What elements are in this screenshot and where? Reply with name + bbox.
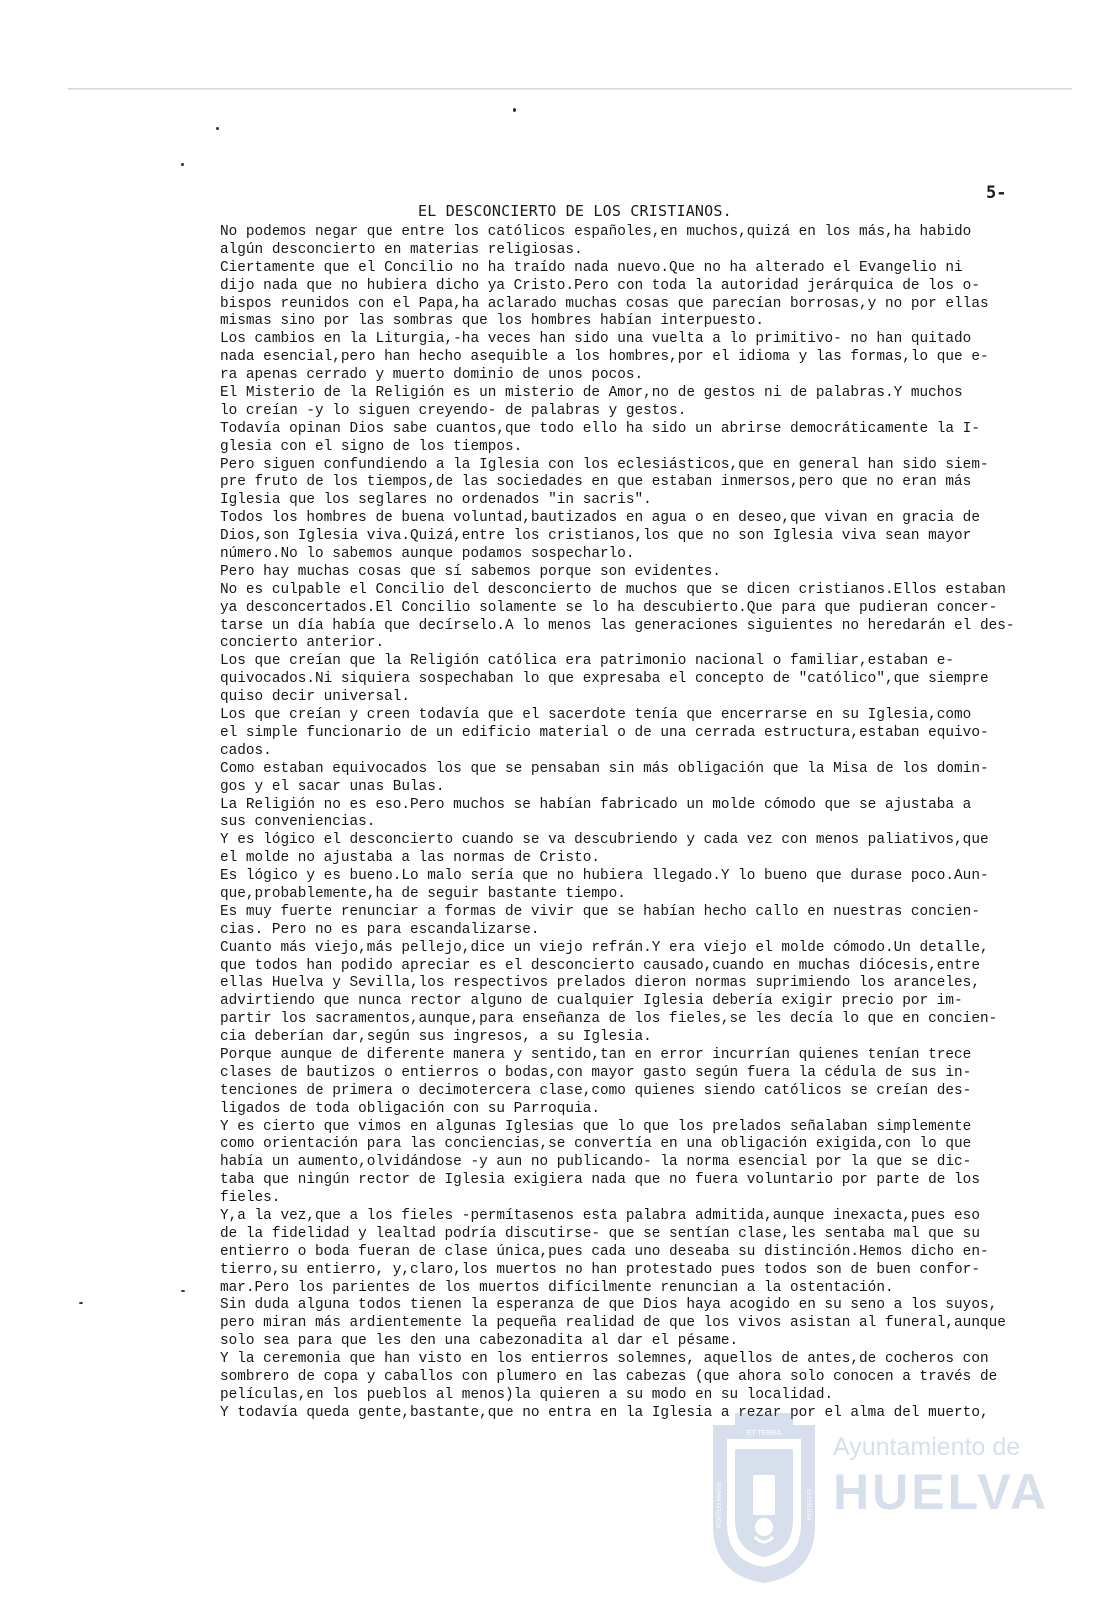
ink-speck bbox=[181, 1290, 185, 1292]
text-line: Y todavía queda gente,bastante,que no entra en la Iglesia a rezar por el alma del muerto, bbox=[220, 1404, 989, 1421]
text-line: Dios,son Iglesia viva.Quizá,entre los cristianos,los que no son Iglesia viva sean mayor bbox=[220, 528, 972, 545]
text-line: tierro,su entierro, y,claro,los muertos no han protestado pues todos son de buen confor- bbox=[220, 1261, 980, 1278]
body-text bbox=[220, 224, 1040, 1423]
sheet-edge bbox=[68, 89, 1072, 90]
text-line: Pero siguen confundiendo a la Iglesia con los eclesiásticos,que en general han sido siem- bbox=[220, 456, 989, 473]
text-line: taba que ningún rector de Iglesia exigiera nada que no fuera voluntario por parte de los bbox=[220, 1172, 980, 1189]
text-line: El Misterio de la Religión es un misterio de Amor,no de gestos ni de palabras.Y muchos bbox=[220, 385, 963, 402]
text-line: Los que creían y creen todavía que el sacerdote tenía que encerrarse en su Iglesia,como bbox=[220, 707, 972, 724]
text-line: No es culpable el Concilio del desconcierto de muchos que se dicen cristianos.Ellos estaban bbox=[220, 581, 1006, 598]
text-line: ligados de toda obligación con su Parroquia. bbox=[220, 1100, 600, 1117]
shield-motto-top: ET TERRA bbox=[746, 1430, 782, 1437]
text-line: tenciones de primera o decimotercera clase,como quienes siendo católicos se creían des- bbox=[220, 1082, 972, 1099]
text-line: Y la ceremonia que han visto en los entierros solemnes, aquellos de antes,de cocheros con bbox=[220, 1351, 989, 1368]
text-line: ra apenas cerrado y muerto dominio de unos pocos. bbox=[220, 367, 644, 384]
text-line: Y,a la vez,que a los fieles -permítasenos esta palabra admitida,aunque inexacta,pues eso bbox=[220, 1207, 980, 1224]
text-line: sus conveniencias. bbox=[220, 814, 376, 831]
text-line: entierro o boda fueran de clase única,pues cada uno deseaba su distinción.Hemos dicho en- bbox=[220, 1243, 989, 1260]
text-line: pero miran más ardientemente la pequeña realidad de que los vivos asistan al funeral,aunque bbox=[220, 1315, 1006, 1332]
text-line: ellas Huelva y Sevilla,los respectivos prelados dieron normas suprimiendo los aranceles, bbox=[220, 975, 980, 992]
text-line: Todavía opinan Dios sabe cuantos,que todo ello ha sido un abrirse democráticamente la I- bbox=[220, 420, 980, 437]
text-line: quiso decir universal. bbox=[220, 689, 410, 706]
text-line: Iglesia que los seglares no ordenados "in sacris". bbox=[220, 492, 652, 509]
text-line: quivocados.Ni siquiera sospechaban lo que expresaba el concepto de "católico",que siempre bbox=[220, 671, 989, 688]
text-line: ya desconcertados.El Concilio solamente se lo ha descubierto.Que para que pudieran concer- bbox=[220, 599, 998, 616]
watermark bbox=[705, 1405, 1050, 1585]
text-line: gos y el sacar unas Bulas. bbox=[220, 778, 445, 795]
ink-speck bbox=[216, 127, 219, 130]
text-line: clases de bautizos o entierros o bodas,con mayor gasto según fuera la cédula de sus in- bbox=[220, 1064, 972, 1081]
text-line: el simple funcionario de un edificio material o de una cerrada estructura,estaban equivo- bbox=[220, 724, 989, 741]
text-line: La Religión no es eso.Pero muchos se habían fabricado un molde cómodo que se ajustaba a bbox=[220, 796, 972, 813]
ink-speck bbox=[513, 108, 516, 112]
watermark-line2: HUELVA bbox=[833, 1464, 1050, 1520]
text-line: películas,en los pueblos al menos)la quieren a su modo en su localidad. bbox=[220, 1386, 834, 1403]
text-line: glesia con el signo de los tiempos. bbox=[220, 438, 523, 455]
text-line: lo creían -y lo siguen creyendo- de palabras y gestos. bbox=[220, 402, 687, 419]
text-line: dijo nada que no hubiera dicho ya Cristo.Pero con toda la autoridad jerárquica de los o- bbox=[220, 277, 980, 294]
text-line: como orientación para las conciencias,se convertía en una obligación exigida,con lo que bbox=[220, 1136, 972, 1153]
text-line: sombrero de copa y caballos con plumero en las cabezas (que ahora solo conocen a través de bbox=[220, 1369, 998, 1385]
text-line: fieles. bbox=[220, 1190, 281, 1207]
text-line: Sin duda alguna todos tienen la esperanza de que Dios haya acogido en su seno a los suyos, bbox=[220, 1297, 998, 1314]
text-line: el molde no ajustaba a las normas de Cristo. bbox=[220, 850, 600, 867]
text-line: concierto anterior. bbox=[220, 635, 385, 652]
text-line: mar.Pero los parientes de los muertos difícilmente renuncian a la ostentación. bbox=[220, 1279, 894, 1296]
text-line: Los que creían que la Religión católica era patrimonio nacional o familiar,estaban e- bbox=[220, 653, 955, 670]
text-line: tarse un día había que decírselo.A lo menos las generaciones siguientes no heredarán el des- bbox=[220, 617, 1015, 634]
text-line: Es lógico y es bueno.Lo malo sería que no hubiera llegado.Y lo bueno que durase poco.Aun- bbox=[220, 868, 989, 885]
text-line: Y es lógico el desconcierto cuando se va descubriendo y cada vez con menos paliativos,que bbox=[220, 832, 989, 849]
text-line: pre fruto de los tiempos,de las sociedades en que estaban inmersos,pero que no eran más bbox=[220, 474, 972, 491]
ink-speck bbox=[79, 1302, 83, 1304]
text-line: de la fidelidad y lealtad podría discutirse- que se sentían clase,les sentaba mal que su bbox=[220, 1225, 980, 1242]
text-line: advirtiendo que nunca rector alguno de cualquier Iglesia debería exigir precio por im- bbox=[220, 993, 963, 1010]
text-line: No podemos negar que entre los católicos españoles,en muchos,quizá en los más,ha habido bbox=[220, 224, 972, 240]
watermark-line1: Ayuntamiento de bbox=[833, 1433, 1021, 1461]
text-line: había un aumento,olvidándose -y aun no publicando- la norma esencial por la que se dic- bbox=[220, 1154, 972, 1171]
ink-speck bbox=[181, 163, 184, 166]
shield-motto-left: PORTUS MARIS bbox=[717, 1482, 723, 1528]
text-line: Cuanto más viejo,más pellejo,dice un viejo refrán.Y era viejo el molde cómodo.Un detalle, bbox=[220, 939, 989, 956]
text-line: Ciertamente que el Concilio no ha traído nada nuevo.Que no ha alterado el Evangelio ni bbox=[220, 259, 963, 276]
document-title: EL DESCONCIERTO DE LOS CRISTIANOS. bbox=[418, 202, 732, 220]
text-line: cia deberían dar,según sus ingresos, a su Iglesia. bbox=[220, 1029, 652, 1046]
text-line: que,probablemente,ha de seguir bastante tiempo. bbox=[220, 885, 626, 902]
text-line: Pero hay muchas cosas que sí sabemos porque son evidentes. bbox=[220, 563, 721, 580]
text-line: número.No lo sabemos aunque podamos sospecharlo. bbox=[220, 546, 635, 563]
text-line: que todos han podido apreciar es el desconcierto causado,cuando en muchas diócesis,entre bbox=[220, 957, 980, 974]
text-line: Es muy fuerte renunciar a formas de vivir que se habían hecho callo en nuestras concien- bbox=[220, 903, 980, 920]
text-line: cias. Pero no es para escandalizarse. bbox=[220, 921, 540, 938]
text-line: cados. bbox=[220, 742, 272, 759]
text-line: Todos los hombres de buena voluntad,bautizados en agua o en deseo,que vivan en gracia de bbox=[220, 510, 980, 527]
text-line: partir los sacramentos,aunque,para enseñanza de los fieles,se les decía lo que en concien- bbox=[220, 1011, 998, 1028]
text-line: Y es cierto que vimos en algunas Iglesias que lo que los prelados señalaban simplemente bbox=[220, 1118, 972, 1135]
text-line: Los cambios en la Liturgia,-ha veces han sido una vuelta a lo primitivo- no han quitado bbox=[220, 331, 972, 348]
text-line: bispos reunidos con el Papa,ha aclarado muchas cosas que parecían borrosas,y no por ellas bbox=[220, 295, 989, 312]
page-number: 5- bbox=[986, 183, 1007, 203]
huelva-shield-icon bbox=[705, 1405, 823, 1585]
text-line: algún desconcierto en materias religiosas. bbox=[220, 241, 583, 258]
text-line: Como estaban equivocados los que se pensaban sin más obligación que la Misa de los domin- bbox=[220, 760, 989, 777]
shield-motto-right: CUSTODIA bbox=[805, 1489, 811, 1521]
text-line: nada esencial,pero han hecho asequible a los hombres,por el idioma y las formas,lo que e- bbox=[220, 349, 989, 366]
text-line: Porque aunque de diferente manera y sentido,tan en error incurrían quienes tenían trece bbox=[220, 1046, 972, 1063]
text-line: mismas sino por las sombras que los hombres habían interpuesto. bbox=[220, 313, 765, 330]
text-line: solo sea para que les den una cabezonadita al dar el pésame. bbox=[220, 1333, 739, 1350]
